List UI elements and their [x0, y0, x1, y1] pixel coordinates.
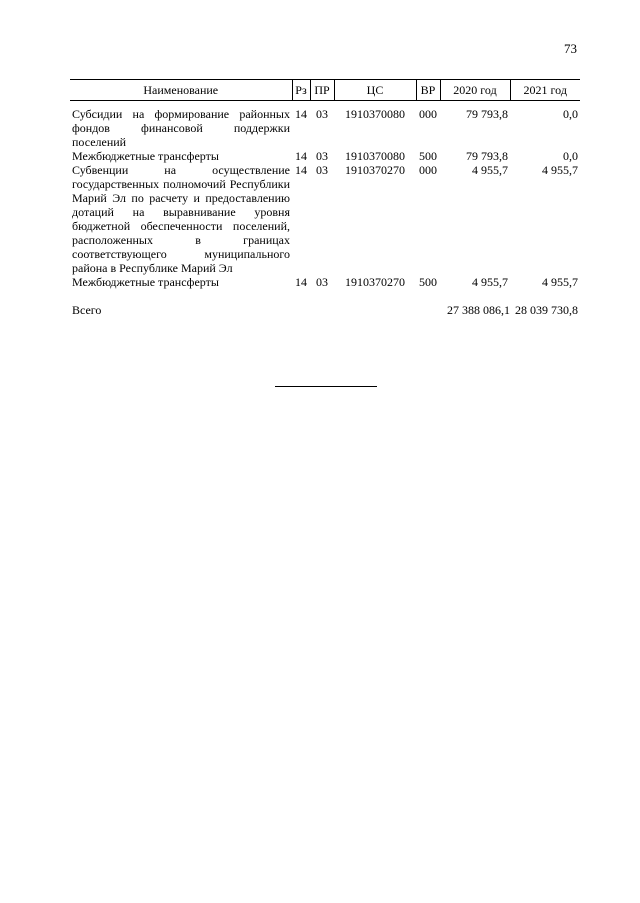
row-rz: 14	[295, 275, 307, 289]
header-vr: ВР	[416, 80, 440, 101]
row-2020: 4 955,7	[472, 275, 508, 289]
page-number: 73	[564, 41, 577, 56]
row-2021: 4 955,7	[542, 163, 578, 177]
row-pr: 03	[316, 107, 328, 121]
row-cs: 1910370080	[345, 149, 405, 163]
closing-rule	[275, 386, 377, 387]
total-label: Всего	[72, 303, 102, 317]
header-name: Наименование	[70, 80, 292, 101]
row-vr: 000	[419, 163, 437, 177]
row-cs: 1910370270	[345, 163, 405, 177]
total-2020: 27 388 086,1	[447, 303, 510, 317]
total-2021: 28 039 730,8	[515, 303, 578, 317]
row-pr: 03	[316, 275, 328, 289]
table-row	[70, 149, 580, 163]
header-rz: Рз	[292, 80, 310, 101]
table-row	[70, 275, 580, 289]
row-2020: 4 955,7	[472, 163, 508, 177]
budget-table	[70, 79, 580, 317]
row-2020: 79 793,8	[466, 107, 508, 121]
row-2020: 79 793,8	[466, 149, 508, 163]
row-rz: 14	[295, 107, 307, 121]
header-cs: ЦС	[334, 80, 416, 101]
row-2021: 4 955,7	[542, 275, 578, 289]
row-pr: 03	[316, 149, 328, 163]
row-2021: 0,0	[563, 149, 578, 163]
total-row	[70, 289, 580, 317]
table-header-row	[70, 80, 580, 101]
row-cs: 1910370270	[345, 275, 405, 289]
row-cs: 1910370080	[345, 107, 405, 121]
table-row	[70, 101, 580, 150]
header-2020: 2020 год	[440, 80, 510, 101]
row-rz: 14	[295, 163, 307, 177]
header-2021: 2021 год	[510, 80, 580, 101]
row-name: Субвенции на осуществление государственных полномочий Республики Марий Эл по расчету и предоставлению дотаций на выравнивание уровня бюджетной обеспеченности поселений, расположенных в границах соответствующего муниципального района в Республике Марий Эл	[72, 163, 290, 275]
row-name: Межбюджетные трансферты	[72, 149, 219, 163]
header-pr: ПР	[310, 80, 334, 101]
row-vr: 000	[419, 107, 437, 121]
row-pr: 03	[316, 163, 328, 177]
row-name: Межбюджетные трансферты	[72, 275, 219, 289]
row-vr: 500	[419, 149, 437, 163]
row-rz: 14	[295, 149, 307, 163]
row-2021: 0,0	[563, 107, 578, 121]
table-row	[70, 163, 580, 275]
row-vr: 500	[419, 275, 437, 289]
row-name: Субсидии на формирование районных фондов финансовой поддержки поселений	[72, 107, 290, 149]
